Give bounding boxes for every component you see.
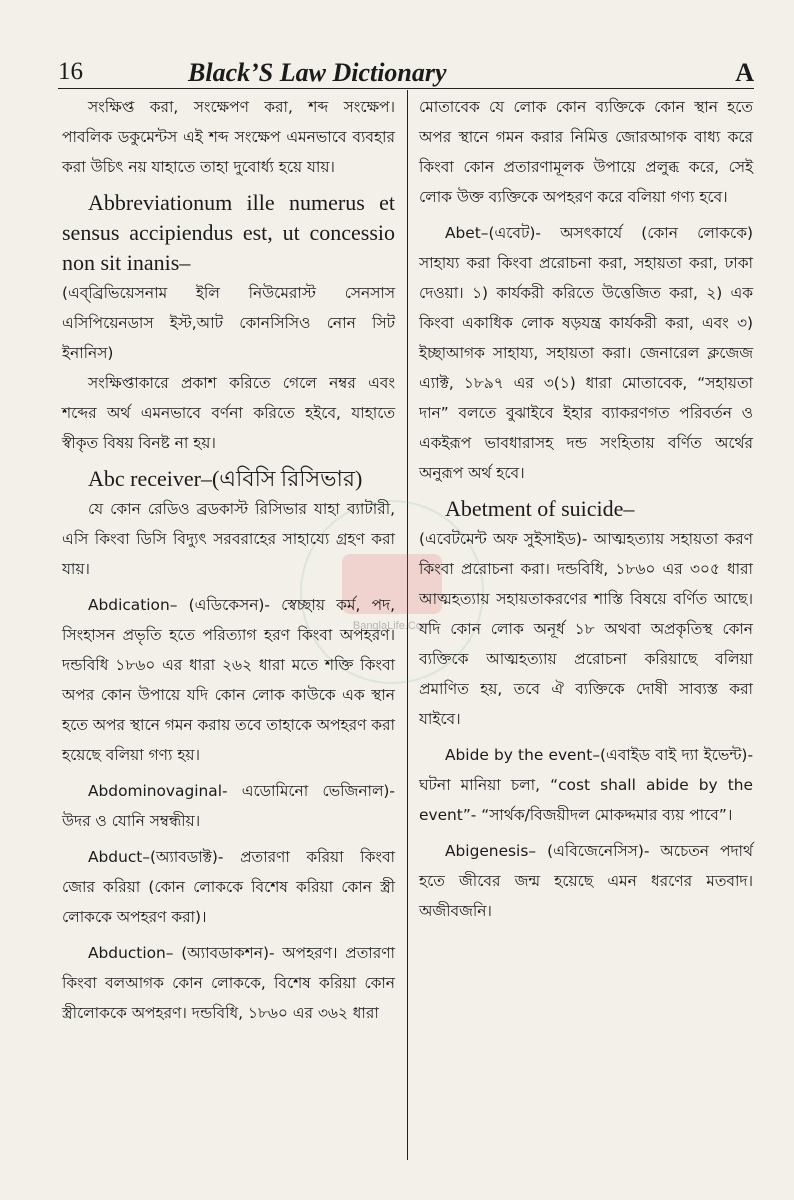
entry-text: (এবেটমেন্ট অফ সুইসাইড)- আত্মহত্যায় সহায়তা করণ কিংবা প্ররোচনা করা। দন্ডবিধি, ১৮৬০ এর ৩০৫ ধারা আত্মহত্যায় সহায়তাকরণের শাস্তি বিষয়ে বর্ণিত আছে। যদি কোন লোক অনূর্ধ ১৮ অথবা অপ্রকৃতিস্থ কোন ব্যক্তিকে আত্মহত্যায় প্ররোচনা করিয়াছে বলিয়া প্রমাণিত হয়, তবে ঐ ব্যক্তিকে দোষী সাব্যস্ত করা যাইবে। bbox=[419, 530, 753, 728]
dictionary-entry bbox=[62, 92, 395, 182]
page-number: 16 bbox=[58, 58, 83, 85]
left-column bbox=[62, 92, 395, 1034]
page-header bbox=[58, 58, 754, 92]
dictionary-entry bbox=[62, 188, 395, 458]
dictionary-entry bbox=[419, 92, 753, 212]
section-letter: A bbox=[735, 58, 754, 87]
entry-text: Abide by the event–(এবাইড বাই দ্যা ইভেন্ট)- ঘটনা মানিয়া চলা, “cost shall abide by the event”- “সার্থক/বিজয়ীদল মোকদ্দমার ব্যয় পাবে”। bbox=[419, 746, 753, 824]
watermark-text: BanglaLife.Com bbox=[352, 620, 432, 632]
dictionary-entry bbox=[62, 938, 395, 1028]
entry-text: Abet–(এবেট)- অসৎকার্যে (কোন লোককে) সাহায্য করা কিংবা প্ররোচনা করা, সহায়তা করা, ঢাকা দেওয়া। ১) কার্যকরী করিতে উত্তেজিত করা, ২) এক কিংবা একাধিক লোক ষড়যন্ত্র কার্যকরী করা, এবং ৩) ইচ্ছাআগক সাহায্য, সহায়তা করা। জেনারেল ক্লজেজ এ্যাক্ট, ১৮৯৭ এর ৩(১) ধারা মোতাবেক, “সহায়তা দান” বলতে বুঝাইবে ইহার ব্যাকরণগত পরিবর্তন ও একইরূপ ভাবধারাসহ দন্ড সংহিতায় বর্ণিত অর্থের অনুরূপ অর্থ হবে। bbox=[419, 224, 753, 482]
right-column bbox=[419, 92, 753, 932]
entry-headword: Abetment of suicide– bbox=[445, 496, 635, 521]
entry-text: Abduct–(অ্যাবডাক্ট)- প্রতারণা করিয়া কিংবা জোর করিয়া (কোন লোককে বিশেষ করিয়া কোন স্ত্রী লোককে অপহরণ করা)। bbox=[62, 848, 395, 926]
entry-text: সংক্ষিপ্তাকারে প্রকাশ করিতে গেলে নম্বর এবং শব্দের অর্থ এমনভাবে বর্ণনা করিতে হইবে, যাহাতে স্বীকৃত বিষয় বিনষ্ট না হয়। bbox=[62, 374, 395, 452]
entry-text: Abduction– (অ্যাবডাকশন)- অপহরণ। প্রতারণা কিংবা বলআগক কোন লোককে, বিশেষ করিয়া কোন স্ত্রীলোককে অপহরণ। দন্ডবিধি, ১৮৬০ এর ৩৬২ ধারা bbox=[62, 944, 395, 1022]
dictionary-entry bbox=[419, 836, 753, 926]
header-rule bbox=[58, 88, 754, 89]
entry-text: মোতাবেক যে লোক কোন ব্যক্তিকে কোন স্থান হতে অপর স্থানে গমন করার নিমিত্ত জোরআগক বাধ্য করে কিংবা কোন প্রতারণামূলক উপায়ে প্রলুব্ধ করে, সেই লোক উক্ত ব্যক্তিকে অপহরণ করে বলিয়া গণ্য হবে। bbox=[419, 98, 753, 206]
entry-headword: Abbreviationum ille numerus et sensus accipiendus est, ut concessio non sit inanis– bbox=[62, 190, 395, 275]
entry-headword: Abc receiver–(এবিসি রিসিভার) bbox=[88, 466, 363, 491]
entry-text: (এব্‌ব্রিভিয়েসনাম ইলি নিউমেরাস্ট সেনসাস এসিপিয়েনডাস ইস্ট,আট কোনসিসিও নোন সিট ইনানিস) bbox=[62, 284, 395, 362]
entry-text: Abdominovaginal- এডোমিনো ভেজিনাল)- উদর ও যোনি সম্বন্ধীয়। bbox=[62, 782, 395, 830]
column-divider bbox=[407, 90, 408, 1160]
entry-text: সংক্ষিপ্ত করা, সংক্ষেপণ করা, শব্দ সংক্ষেপ। পাবলিক ডকুমেন্টস এই শব্দ সংক্ষেপ এমনভাবে ব্যবহার করা উচিৎ নয় যাহাতে তাহা দুবোর্ধ্য হয়ে যায়। bbox=[62, 98, 395, 176]
entry-text: যে কোন রেডিও ব্রডকাস্ট রিসিভার যাহা ব্যাটারী, এসি কিংবা ডিসি বিদ্যুৎ সরবরাহের সাহায্যে গ্রহণ করা যায়। bbox=[62, 500, 395, 578]
entry-text: Abdication– (এডিকেসন)- স্বেচ্ছায় কর্ম, পদ, সিংহাসন প্রভৃতি হতে পরিত্যাগ হরণ কিংবা অপহরণ। দন্ডবিধি ১৮৬০ এর ধারা ২৬২ ধারা মতে শক্তি কিংবা অপর কোন উপায়ে যদি কোন লোক কাউকে এক স্থান হতে অপর স্থানে গমন করায় তবে তাহাকে অপহরণ করা হয়েছে বলিয়া গণ্য হয়। bbox=[62, 596, 395, 764]
dictionary-entry bbox=[419, 218, 753, 488]
dictionary-entry bbox=[62, 590, 395, 770]
dictionary-entry bbox=[62, 842, 395, 932]
dictionary-entry bbox=[419, 740, 753, 830]
dictionary-entry bbox=[419, 494, 753, 734]
dictionary-entry bbox=[62, 776, 395, 836]
dictionary-entry bbox=[62, 464, 395, 584]
entry-text: Abigenesis– (এবিজেনেসিস)- অচেতন পদার্থ হতে জীবের জন্ম হয়েছে এমন ধরণের মতবাদ। অজীবজনি। bbox=[419, 842, 753, 920]
book-title: Black’S Law Dictionary bbox=[188, 58, 447, 87]
